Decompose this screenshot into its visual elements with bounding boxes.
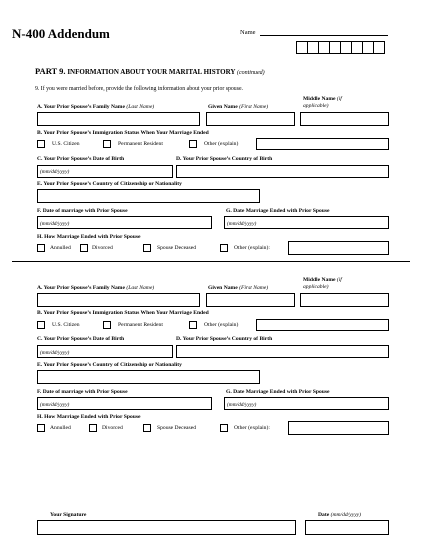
- spouse-deceased-checkbox[interactable]: [143, 244, 151, 252]
- spouse-deceased-label: Spouse Deceased: [157, 245, 196, 251]
- given-name-input[interactable]: [206, 293, 295, 307]
- how-ended-label: H. How Marriage Ended with Prior Spouse: [37, 414, 141, 420]
- citizenship-label: E. Your Prior Spouse’s Country of Citizenship or Nationality: [37, 362, 182, 368]
- middle-name-hint: applicable): [303, 284, 329, 290]
- middle-name-label: Middle Name (if: [303, 96, 342, 102]
- how-ended-label: H. How Marriage Ended with Prior Spouse: [37, 234, 141, 240]
- date-ended-format-hint: (mm/dd/yyyy): [227, 402, 257, 408]
- part-number: PART 9.: [35, 66, 66, 76]
- id-box[interactable]: [373, 41, 385, 54]
- part-heading: [35, 66, 265, 76]
- middle-name-hint: applicable): [303, 103, 329, 109]
- name-line: [260, 35, 388, 36]
- date-ended-format-hint: (mm/dd/yyyy): [227, 221, 257, 227]
- other-status-label: Other (explain): [204, 141, 239, 147]
- permanent-resident-checkbox[interactable]: [103, 321, 111, 329]
- family-name-input[interactable]: [37, 112, 200, 126]
- citizenship-input[interactable]: [37, 189, 260, 203]
- given-name-label: Given Name (First Name): [208, 104, 269, 110]
- permanent-resident-checkbox[interactable]: [103, 140, 111, 148]
- other-status-checkbox[interactable]: [189, 140, 197, 148]
- annulled-checkbox[interactable]: [37, 424, 45, 432]
- immigration-status-label: B. Your Prior Spouse’s Immigration Status When Your Marriage Ended: [37, 130, 209, 136]
- us-citizen-checkbox[interactable]: [37, 140, 45, 148]
- name-label: Name: [240, 29, 256, 36]
- spouse-deceased-label: Spouse Deceased: [157, 425, 196, 431]
- us-citizen-checkbox[interactable]: [37, 321, 45, 329]
- other-ended-label: Other (explain):: [234, 425, 270, 431]
- divorced-label: Divorced: [92, 245, 113, 251]
- immigration-status-label: B. Your Prior Spouse’s Immigration Status When Your Marriage Ended: [37, 310, 209, 316]
- date-label: Date (mm/dd/yyyy): [318, 512, 362, 518]
- annulled-label: Annulled: [50, 245, 71, 251]
- date-ended-label: G. Date Marriage Ended with Prior Spouse: [226, 208, 330, 214]
- date-married-format-hint: (mm/dd/yyyy): [40, 402, 70, 408]
- middle-name-input[interactable]: [300, 293, 389, 307]
- signature-label: Your Signature: [50, 512, 87, 518]
- country-birth-input[interactable]: [176, 345, 389, 358]
- family-name-input[interactable]: [37, 293, 200, 307]
- other-status-explain-input[interactable]: [256, 138, 389, 150]
- other-ended-label: Other (explain):: [234, 245, 270, 251]
- date-ended-label: G. Date Marriage Ended with Prior Spouse: [226, 389, 330, 395]
- annulled-label: Annulled: [50, 425, 71, 431]
- section-divider: [12, 261, 410, 262]
- signature-date-input[interactable]: [305, 520, 389, 535]
- other-ended-checkbox[interactable]: [220, 424, 228, 432]
- country-birth-label: D. Your Prior Spouse’s Country of Birth: [176, 156, 273, 162]
- divorced-label: Divorced: [102, 425, 123, 431]
- permanent-resident-label: Permanent Resident: [118, 141, 163, 147]
- form-title: N-400 Addendum: [12, 26, 110, 41]
- given-name-label: Given Name (First Name): [208, 285, 269, 291]
- citizenship-label: E. Your Prior Spouse’s Country of Citizenship or Nationality: [37, 181, 182, 187]
- divorced-checkbox[interactable]: [89, 424, 97, 432]
- middle-name-label: Middle Name (if: [303, 277, 342, 283]
- dob-label: C. Your Prior Spouse’s Date of Birth: [37, 156, 125, 162]
- divorced-checkbox[interactable]: [80, 244, 88, 252]
- date-married-format-hint: (mm/dd/yyyy): [40, 221, 70, 227]
- permanent-resident-label: Permanent Resident: [118, 322, 163, 328]
- family-name-label: A. Your Prior Spouse’s Family Name (Last Name): [37, 104, 155, 110]
- citizenship-input[interactable]: [37, 370, 260, 384]
- other-ended-explain-input[interactable]: [288, 421, 389, 435]
- part-title: INFORMATION ABOUT YOUR MARITAL HISTORY: [67, 68, 236, 76]
- annulled-checkbox[interactable]: [37, 244, 45, 252]
- other-status-label: Other (explain): [204, 322, 239, 328]
- part-continued: (continued): [236, 70, 265, 76]
- date-married-label: F. Date of marriage with Prior Spouse: [37, 208, 128, 214]
- other-status-explain-input[interactable]: [256, 319, 389, 331]
- other-ended-explain-input[interactable]: [288, 241, 389, 255]
- dob-label: C. Your Prior Spouse’s Date of Birth: [37, 336, 125, 342]
- other-status-checkbox[interactable]: [189, 321, 197, 329]
- country-birth-label: D. Your Prior Spouse’s Country of Birth: [176, 336, 273, 342]
- date-married-label: F. Date of marriage with Prior Spouse: [37, 389, 128, 395]
- family-name-label: A. Your Prior Spouse’s Family Name (Last Name): [37, 285, 155, 291]
- country-birth-input[interactable]: [176, 165, 389, 178]
- dob-format-hint: (mm/dd/yyyy): [40, 350, 70, 356]
- us-citizen-label: U.S. Citizen: [52, 322, 80, 328]
- given-name-input[interactable]: [206, 112, 295, 126]
- dob-format-hint: (mm/dd/yyyy): [40, 169, 70, 175]
- other-ended-checkbox[interactable]: [220, 244, 228, 252]
- question-text: 9. If you were married before, provide the following information about your prior spouse.: [35, 86, 243, 92]
- middle-name-input[interactable]: [300, 112, 389, 126]
- signature-input[interactable]: [37, 520, 296, 535]
- us-citizen-label: U.S. Citizen: [52, 141, 80, 147]
- spouse-deceased-checkbox[interactable]: [143, 424, 151, 432]
